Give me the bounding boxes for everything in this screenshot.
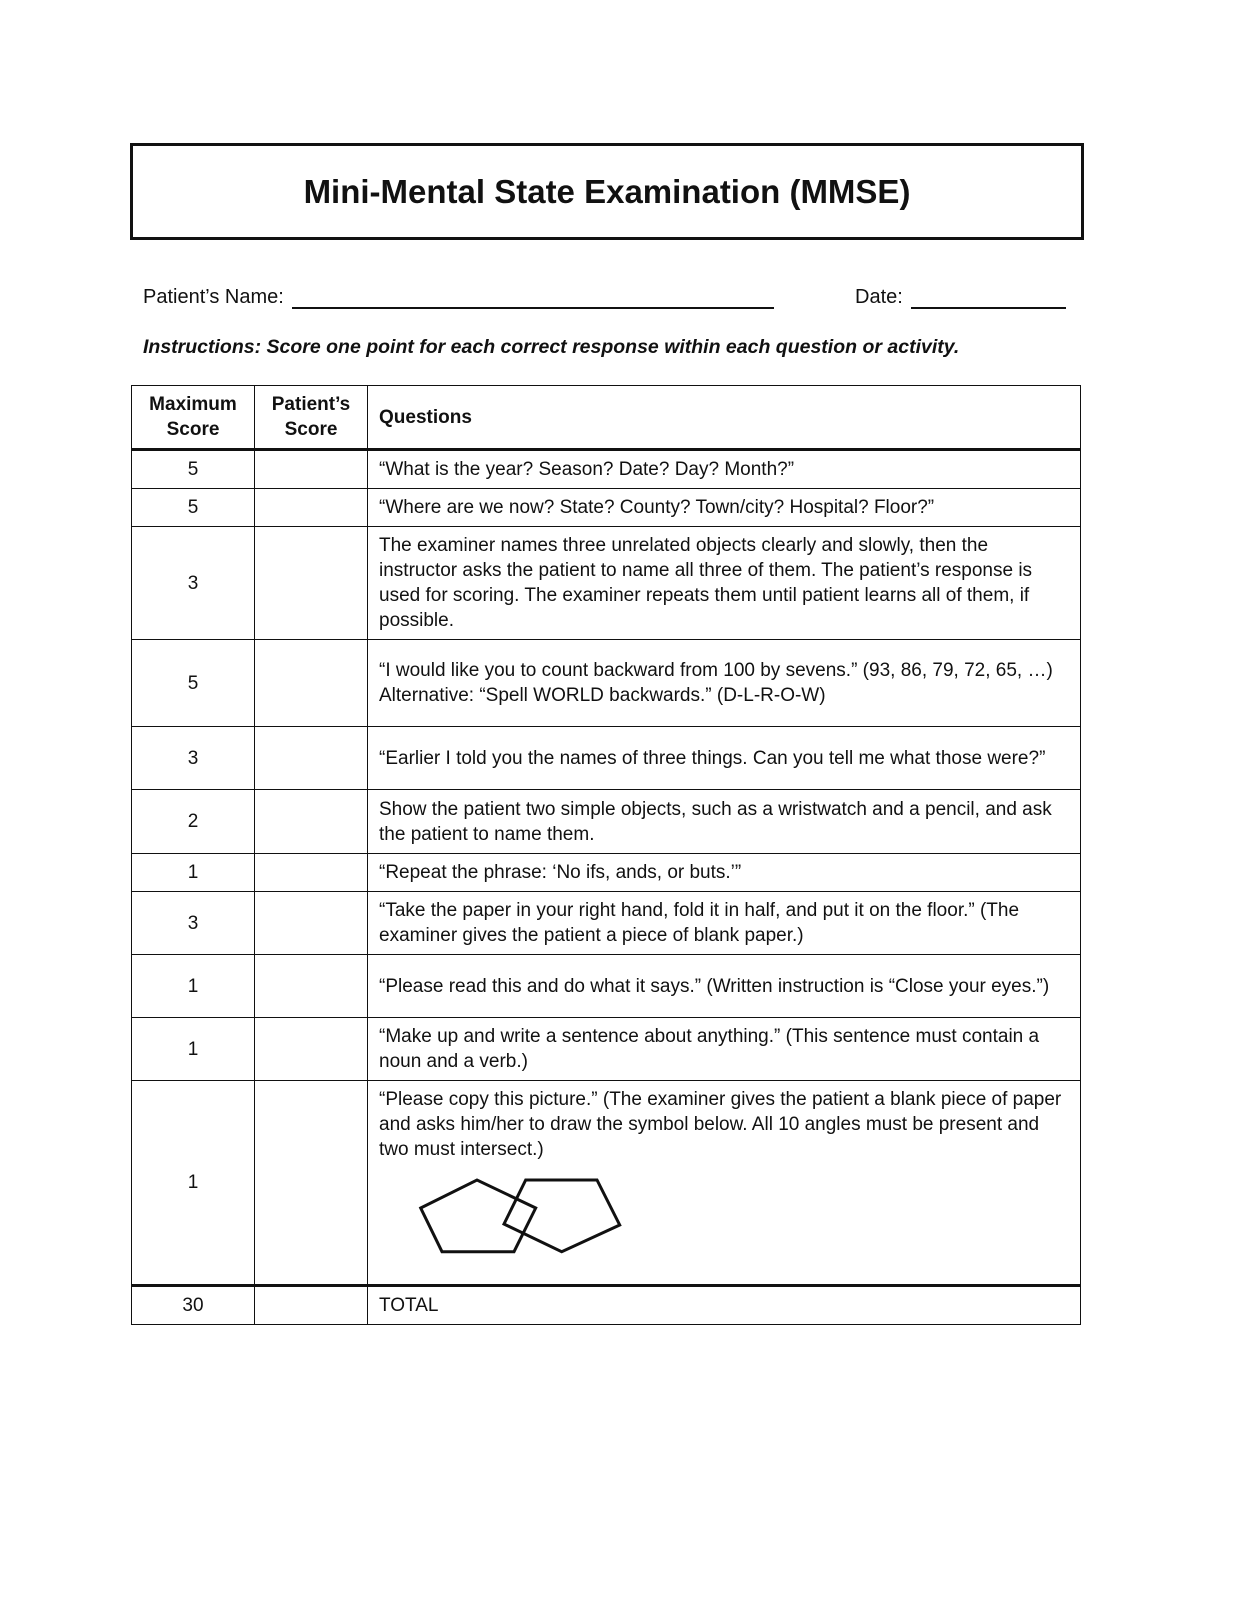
- title-box: [130, 143, 1084, 240]
- max-score: 3: [132, 892, 255, 955]
- question-text: “Please copy this picture.” (The examiner gives the patient a blank piece of paper and asks him/her to draw the symbol below. All 10 angles must be present and two must intersect.): [379, 1089, 1062, 1160]
- question-cell: [368, 489, 1081, 527]
- total-label: TOTAL: [368, 1286, 1081, 1325]
- page-title: Mini-Mental State Examination (MMSE): [303, 172, 911, 210]
- patient-score-cell[interactable]: [255, 1018, 368, 1081]
- patient-name-field: [143, 285, 774, 309]
- question-cell: [368, 727, 1081, 790]
- total-max: 30: [132, 1286, 255, 1325]
- table-row: [132, 527, 1081, 640]
- patient-score-cell[interactable]: [255, 527, 368, 640]
- question-cell: [368, 527, 1081, 640]
- question-text: “Repeat the phrase: ‘No ifs, ands, or buts.’”: [379, 862, 742, 883]
- patient-score-cell[interactable]: [255, 727, 368, 790]
- header-max-score: Maximum Score: [132, 386, 255, 450]
- date-field: [855, 285, 1066, 309]
- patient-score-cell[interactable]: [255, 790, 368, 854]
- pentagon-right: [504, 1180, 620, 1252]
- max-score: 1: [132, 955, 255, 1018]
- total-row: [132, 1286, 1081, 1325]
- date-line[interactable]: [911, 285, 1066, 309]
- table-row: [132, 489, 1081, 527]
- date-label: Date:: [855, 286, 903, 308]
- question-cell: [368, 790, 1081, 854]
- max-score: 3: [132, 727, 255, 790]
- question-text: “Take the paper in your right hand, fold it in half, and put it on the floor.” (The examiner gives the patient a piece of blank paper.): [379, 900, 1020, 946]
- question-text: “Where are we now? State? County? Town/city? Hospital? Floor?”: [379, 497, 935, 518]
- intersecting-pentagons-figure: [415, 1176, 625, 1256]
- table-row: [132, 1018, 1081, 1081]
- table-row: [132, 955, 1081, 1018]
- question-text: “I would like you to count backward from 100 by sevens.” (93, 86, 79, 72, 65, …): [379, 660, 1053, 681]
- question-cell: [368, 955, 1081, 1018]
- max-score: 5: [132, 450, 255, 489]
- question-text: “Please read this and do what it says.” (Written instruction is “Close your eyes.”): [379, 975, 1050, 997]
- header-patient-score: Patient’s Score: [255, 386, 368, 450]
- total-patient-score[interactable]: [255, 1286, 368, 1325]
- table-header: [132, 386, 1081, 450]
- question-text: “What is the year? Season? Date? Day? Month?”: [379, 459, 795, 480]
- question-text: “Earlier I told you the names of three things. Can you tell me what those were?”: [379, 747, 1046, 769]
- question-cell: [368, 1018, 1081, 1081]
- table-row: [132, 727, 1081, 790]
- table-row: [132, 790, 1081, 854]
- question-alternative: Alternative: “Spell WORLD backwards.” (D-L-R-O-W): [379, 685, 826, 706]
- patient-score-cell[interactable]: [255, 854, 368, 892]
- patient-score-cell[interactable]: [255, 450, 368, 489]
- pentagon-left: [421, 1180, 536, 1252]
- question-cell: [368, 640, 1081, 727]
- max-score: 3: [132, 527, 255, 640]
- max-score: 5: [132, 640, 255, 727]
- patient-score-cell[interactable]: [255, 892, 368, 955]
- max-score: 1: [132, 1018, 255, 1081]
- max-score: 5: [132, 489, 255, 527]
- question-text: “Make up and write a sentence about anything.” (This sentence must contain a noun and a verb.): [379, 1026, 1040, 1072]
- table-row: [132, 854, 1081, 892]
- question-cell: [368, 450, 1081, 489]
- question-text: The examiner names three unrelated objects clearly and slowly, then the instructor asks the patient to name all three of them. The patient’s response is used for scoring. The examiner repeats them until patient learns all of them, if possible.: [379, 535, 1033, 631]
- question-cell: [368, 1081, 1081, 1286]
- patient-name-line[interactable]: [292, 285, 774, 309]
- patient-name-label: Patient’s Name:: [143, 286, 284, 308]
- patient-score-cell[interactable]: [255, 640, 368, 727]
- patient-score-cell[interactable]: [255, 955, 368, 1018]
- question-cell: [368, 892, 1081, 955]
- max-score: 1: [132, 1081, 255, 1286]
- patient-score-cell[interactable]: [255, 489, 368, 527]
- table-row: [132, 450, 1081, 489]
- table-row: [132, 640, 1081, 727]
- table-row: [132, 892, 1081, 955]
- instructions: Instructions: Score one point for each correct response within each question or activity.: [143, 336, 960, 358]
- header-questions: Questions: [368, 386, 1081, 450]
- question-cell: [368, 854, 1081, 892]
- patient-score-cell[interactable]: [255, 1081, 368, 1286]
- max-score: 2: [132, 790, 255, 854]
- score-table: [131, 385, 1081, 1325]
- max-score: 1: [132, 854, 255, 892]
- table-row: [132, 1081, 1081, 1286]
- question-text: Show the patient two simple objects, such as a wristwatch and a pencil, and ask the patient to name them.: [379, 798, 1052, 845]
